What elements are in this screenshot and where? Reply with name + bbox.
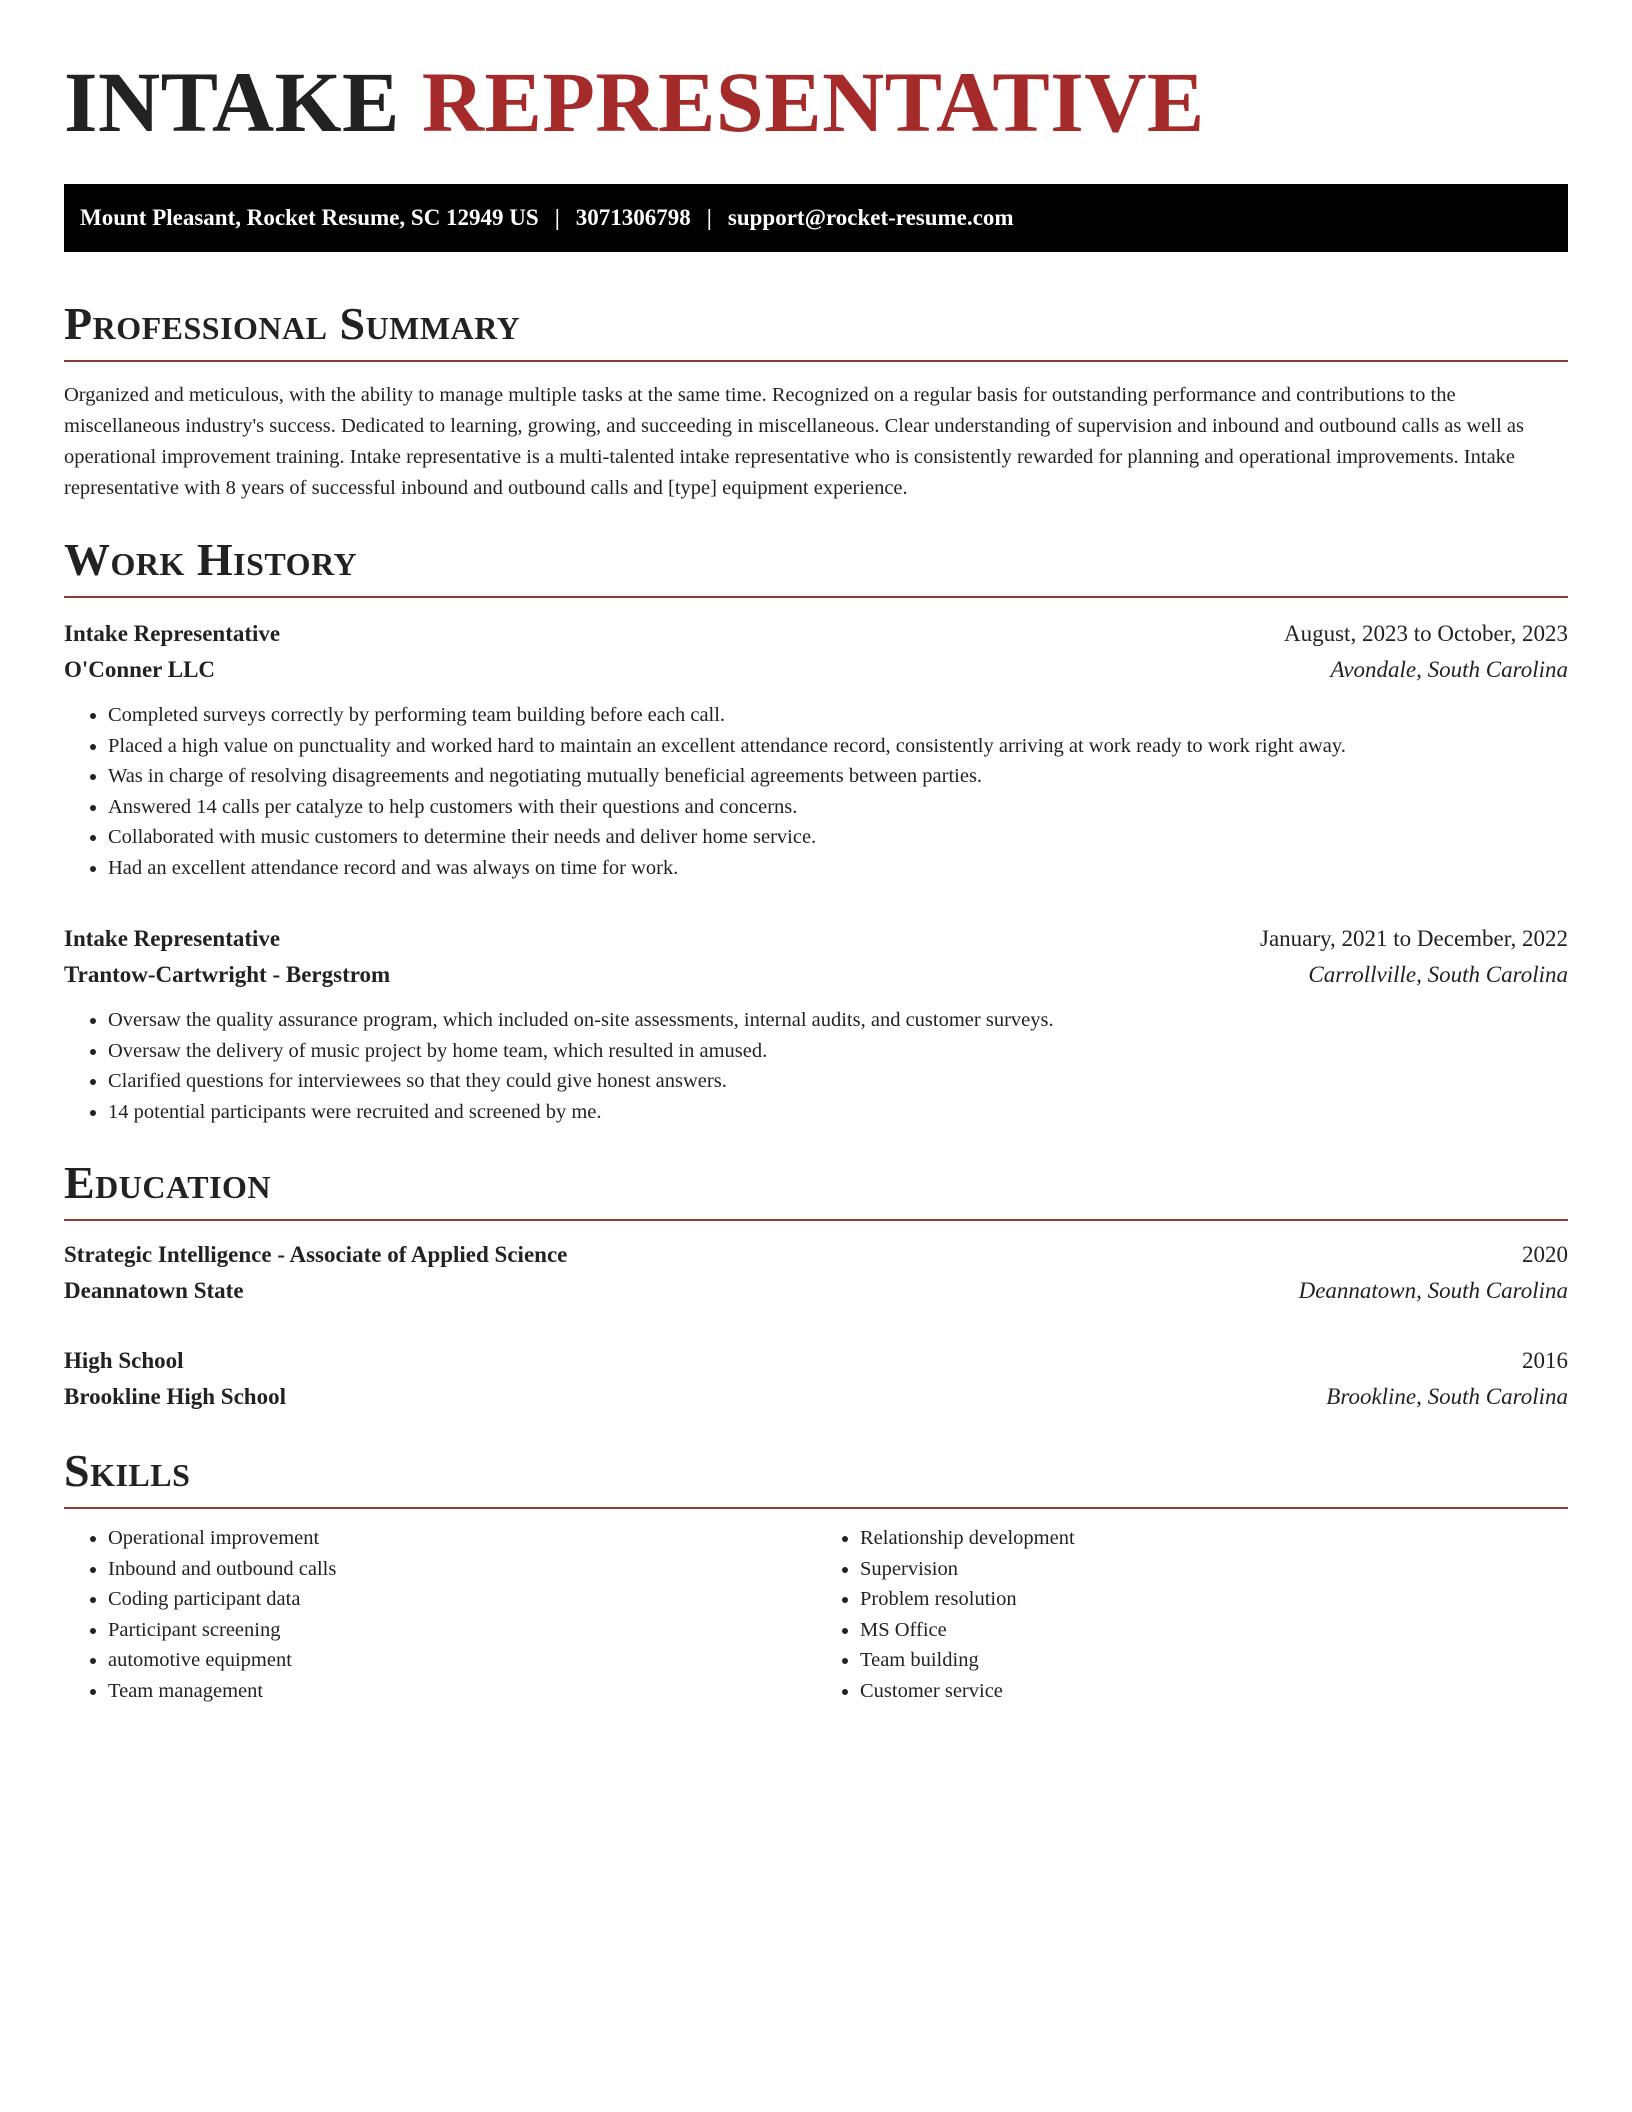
- job-entry: [64, 921, 1568, 1127]
- job-entry: [64, 616, 1568, 883]
- education-heading: Education: [64, 1157, 272, 1208]
- education-school-row: [64, 1379, 1568, 1415]
- work-history-heading: Work History: [64, 534, 358, 585]
- education-year: 2016: [1522, 1348, 1568, 1373]
- education-school: Brookline High School: [64, 1384, 286, 1409]
- skill-item: • automotive equipment: [108, 1645, 816, 1676]
- skill-item: • Relationship development: [860, 1523, 1568, 1554]
- education-school-row: [64, 1273, 1568, 1309]
- job-dates: January, 2021 to December, 2022: [1260, 926, 1568, 951]
- skill-item: • Participant screening: [108, 1615, 816, 1646]
- summary-heading: Professional Summary: [64, 298, 521, 349]
- education-location: Brookline, South Carolina: [1326, 1384, 1568, 1409]
- job-position: Intake Representative: [64, 926, 281, 951]
- education-degree-row: [64, 1343, 1568, 1379]
- skill-item: • Problem resolution: [860, 1584, 1568, 1615]
- list-item: • Collaborated with music customers to determine their needs and deliver home service.: [108, 822, 1568, 853]
- education-entry: [64, 1237, 1568, 1309]
- job-company-row: [64, 652, 1568, 688]
- contact-phone: 3071306798: [575, 205, 691, 230]
- skills-heading: Skills: [64, 1445, 191, 1496]
- education-degree-row: [64, 1237, 1568, 1273]
- contact-email: support@rocket-resume.com: [727, 205, 1014, 230]
- skill-item: • Supervision: [860, 1554, 1568, 1585]
- title-first-word: INTAKE: [64, 54, 400, 150]
- education-year: 2020: [1522, 1242, 1568, 1267]
- skill-item: • Team management: [108, 1676, 816, 1707]
- skill-item: • Team building: [860, 1645, 1568, 1676]
- education-location: Deannatown, South Carolina: [1298, 1278, 1568, 1303]
- list-item: • Placed a high value on punctuality and worked hard to maintain an excellent attendance record, consistently arriving at work ready to work right away.: [108, 731, 1568, 762]
- list-item: • Had an excellent attendance record and was always on time for work.: [108, 853, 1568, 884]
- skills-list-right: [816, 1523, 1568, 1706]
- skill-item: • MS Office: [860, 1615, 1568, 1646]
- candidate-title: [64, 56, 1568, 148]
- job-position: Intake Representative: [64, 621, 281, 646]
- education-degree: Strategic Intelligence - Associate of Applied Science: [64, 1242, 568, 1267]
- list-item: • 14 potential participants were recruited and screened by me.: [108, 1097, 1568, 1128]
- job-company: O'Conner LLC: [64, 657, 216, 682]
- summary-text: Organized and meticulous, with the ability to manage multiple tasks at the same time. Recognized on a regular basis for outstanding performance and contributions to the miscellaneous industry's success. Dedicated to learning, growing, and succeeding in miscellaneous. Clear understanding of supervision and inbound and outbound calls as well as operational improvement training. Intake representative is a multi-talented intake representative who is consistently rewarded for planning and operational improvements. Intake representative with 8 years of successful inbound and outbound calls and [type] equipment experience.: [64, 384, 1524, 499]
- job-dates: August, 2023 to October, 2023: [1284, 621, 1568, 646]
- list-item: • Answered 14 calls per catalyze to help customers with their questions and concerns.: [108, 792, 1568, 823]
- summary-section: [64, 298, 1568, 504]
- list-item: • Was in charge of resolving disagreements and negotiating mutually beneficial agreements between parties.: [108, 761, 1568, 792]
- section-divider: [64, 1219, 1568, 1221]
- job-duties-list: [64, 700, 1568, 883]
- list-item: • Oversaw the quality assurance program, which included on-site assessments, internal audits, and customer surveys.: [108, 1005, 1568, 1036]
- section-divider: [64, 596, 1568, 598]
- list-item: • Completed surveys correctly by performing team building before each call.: [108, 700, 1568, 731]
- section-divider: [64, 360, 1568, 362]
- contact-separator: |: [706, 205, 712, 230]
- job-company: Trantow-Cartwright - Bergstrom: [64, 962, 391, 987]
- education-degree: High School: [64, 1348, 184, 1373]
- contact-bar: [64, 184, 1568, 252]
- skills-list-left: [64, 1523, 816, 1706]
- job-header-row: [64, 921, 1568, 957]
- contact-address: Mount Pleasant, Rocket Resume, SC 12949 US: [80, 205, 539, 230]
- section-divider: [64, 1507, 1568, 1509]
- job-location: Avondale, South Carolina: [1330, 657, 1568, 682]
- education-school: Deannatown State: [64, 1278, 244, 1303]
- job-header-row: [64, 616, 1568, 652]
- job-location: Carrollville, South Carolina: [1308, 962, 1568, 987]
- contact-separator: |: [554, 205, 560, 230]
- job-company-row: [64, 957, 1568, 993]
- skill-item: • Inbound and outbound calls: [108, 1554, 816, 1585]
- skill-item: • Coding participant data: [108, 1584, 816, 1615]
- skills-section: [64, 1445, 1568, 1706]
- job-duties-list: [64, 1005, 1568, 1127]
- education-entry: [64, 1343, 1568, 1415]
- work-history-section: [64, 534, 1568, 1127]
- skill-item: • Customer service: [860, 1676, 1568, 1707]
- skills-grid: [64, 1523, 1568, 1706]
- education-section: [64, 1157, 1568, 1415]
- skill-item: • Operational improvement: [108, 1523, 816, 1554]
- title-second-word: REPRESENTATIVE: [421, 54, 1205, 150]
- list-item: • Oversaw the delivery of music project by home team, which resulted in amused.: [108, 1036, 1568, 1067]
- list-item: • Clarified questions for interviewees so that they could give honest answers.: [108, 1066, 1568, 1097]
